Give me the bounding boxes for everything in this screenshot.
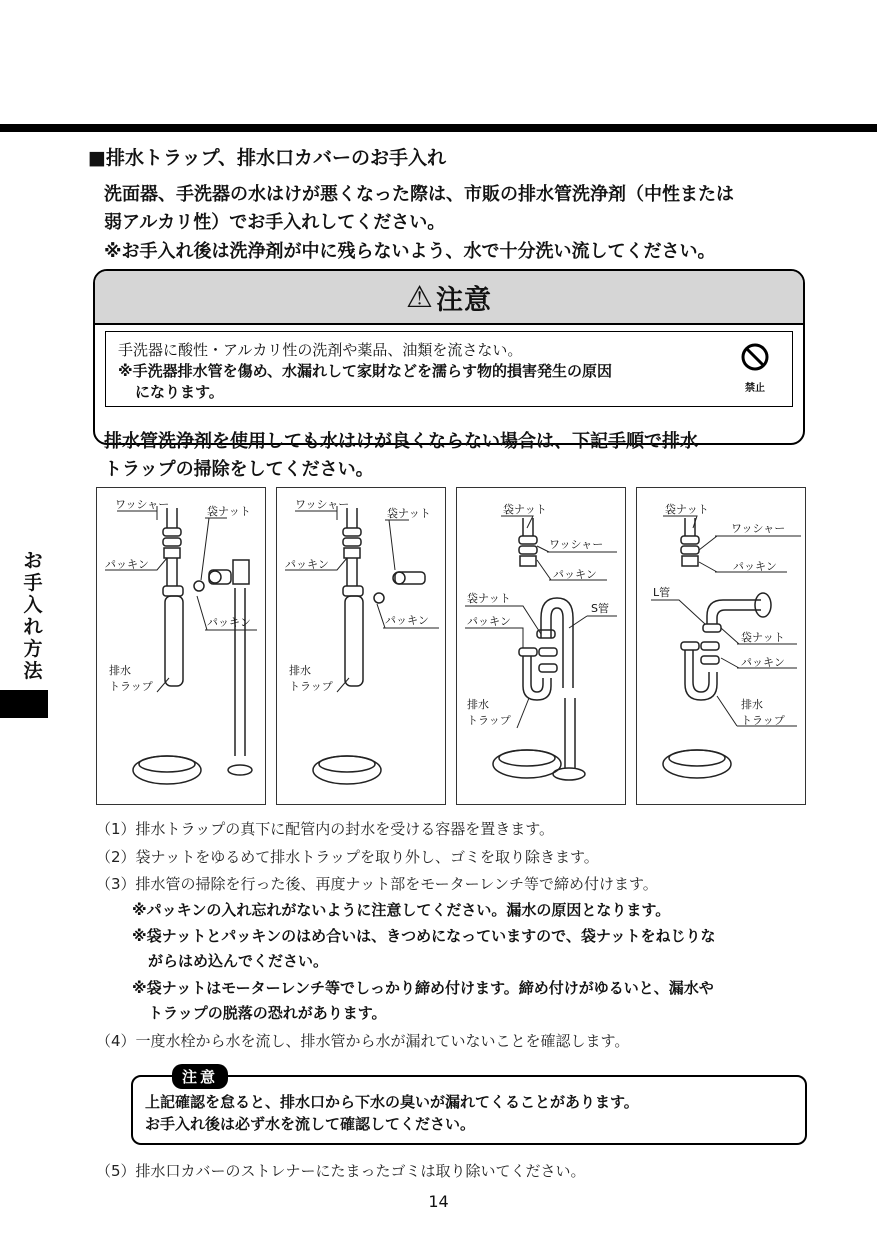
fig1-trap-label-1: 排水 [109,664,131,677]
caution-body [105,331,793,407]
fig3-bagnut-mid-label: 袋ナット [467,592,511,605]
figure-panel-2 [276,487,446,805]
prohibit-icon [740,342,770,372]
fig1-packing-left-label: パッキン [105,558,149,571]
side-index-label [22,550,44,682]
step-5: （5）排水口カバーのストレナーにたまったゴミは取り除いてください。 [96,1162,586,1180]
step-3-note-2a: ※袋ナットとパッキンのはめ合いは、きつめになっていますので、袋ナットをねじりな [132,927,716,945]
side-label-char: お [23,550,43,572]
fig2-packing-right-label: パッキン [385,614,429,627]
step-1: （1）排水トラップの真下に配管内の封水を受ける容器を置きます。 [96,820,555,838]
fig4-lpipe-label: L管 [653,586,671,599]
fig4-packing-mid-label: パッキン [741,656,785,669]
intro-line-1: 洗面器、手洗器の水はけが悪くなった際は、市販の排水管洗浄剤（中性または [104,184,734,205]
caution-note-box [131,1075,807,1145]
side-label-char: 方 [23,638,43,660]
fig3-bagnut-top-label: 袋ナット [503,503,547,516]
caution-note-line-1: 上記確認を怠ると、排水口から下水の臭いが漏れてくることがあります。 [145,1093,639,1111]
caution-line-2: ※手洗器排水管を傷め、水漏れして家財などを濡らす物的損害発生の原因 [118,362,612,380]
fig3-packing-mid-label: パッキン [467,615,511,628]
lead-line-2: トラップの掃除をしてください。 [104,459,374,480]
fig3-trap-label-2: トラップ [467,714,511,727]
step-3-note-3b: トラップの脱落の恐れがあります。 [148,1004,387,1022]
fig3-washer-label: ワッシャー [549,538,604,551]
prohibit-label: 禁止 [745,383,765,394]
caution-line-3: になります。 [135,383,224,401]
fig4-bagnut-top-label: 袋ナット [665,503,709,516]
side-label-char: 入 [23,594,43,616]
fig4-trap-label-1: 排水 [741,698,763,711]
top-rule [0,124,877,132]
step-2: （2）袋ナットをゆるめて排水トラップを取り外し、ゴミを取り除きます。 [96,848,599,866]
fig3-packing-top-label: パッキン [553,568,597,581]
figure-panel-4 [636,487,806,805]
fig4-packing-top-label: パッキン [733,560,777,573]
fig4-trap-label-2: トラップ [741,714,785,727]
fig2-trap-label-1: 排水 [289,664,311,677]
step-4: （4）一度水栓から水を流し、排水管から水が漏れていないことを確認します。 [96,1032,630,1050]
caution-note-line-2: お手入れ後は必ず水を流して確認してください。 [145,1115,476,1133]
section-title: ■排水トラップ、排水口カバーのお手入れ [88,147,447,169]
intro-line-3: ※お手入れ後は洗浄剤が中に残らないよう、水で十分洗い流してください。 [104,241,716,262]
step-3-note-3a: ※袋ナットはモーターレンチ等でしっかり締め付けます。締め付けがゆるいと、漏水や [132,979,714,997]
lead-line-1: 排水管洗浄剤を使用しても水はけが良くならない場合は、下記手順で排水 [104,431,698,452]
fig1-packing-right-label: パッキン [207,616,251,629]
fig3-trap-label-1: 排水 [467,698,489,711]
side-label-char: 法 [23,660,43,682]
side-index-tab [0,690,48,718]
step-3: （3）排水管の掃除を行った後、再度ナット部をモーターレンチ等で締め付けます。 [96,875,658,893]
fig2-washer-label: ワッシャー [295,498,350,511]
step-3-note-1: ※パッキンの入れ忘れがないように注意してください。漏水の原因となります。 [132,901,671,919]
fig2-packing-left-label: パッキン [285,558,329,571]
caution-heading [95,271,803,325]
figure-panel-1 [96,487,266,805]
prohibit-mark [730,342,780,399]
side-label-char: 手 [23,572,43,594]
fig4-washer-label: ワッシャー [731,522,786,535]
fig1-bagnut-label: 袋ナット [207,505,251,518]
figure-panel-3 [456,487,626,805]
fig2-trap-label-2: トラップ [289,680,333,693]
intro-line-2: 弱アルカリ性）でお手入れしてください。 [104,212,446,233]
caution-note-tag: 注意 [172,1064,228,1089]
fig1-trap-label-2: トラップ [109,680,153,693]
fig2-bagnut-label: 袋ナット [387,507,431,520]
fig1-washer-label: ワッシャー [115,498,170,511]
fig3-spipe-label: S管 [591,602,609,615]
page-number: 14 [428,1192,449,1211]
warning-triangle-icon: ⚠ [406,279,434,315]
caution-box [93,269,805,445]
step-3-note-2b: がらはめ込んでください。 [148,952,329,970]
fig4-bagnut-mid-label: 袋ナット [741,631,785,644]
caution-heading-text: 注意 [435,284,492,316]
caution-line-1: 手洗器に酸性・アルカリ性の洗剤や薬品、油類を流さない。 [118,341,523,359]
side-label-char: れ [23,616,43,638]
